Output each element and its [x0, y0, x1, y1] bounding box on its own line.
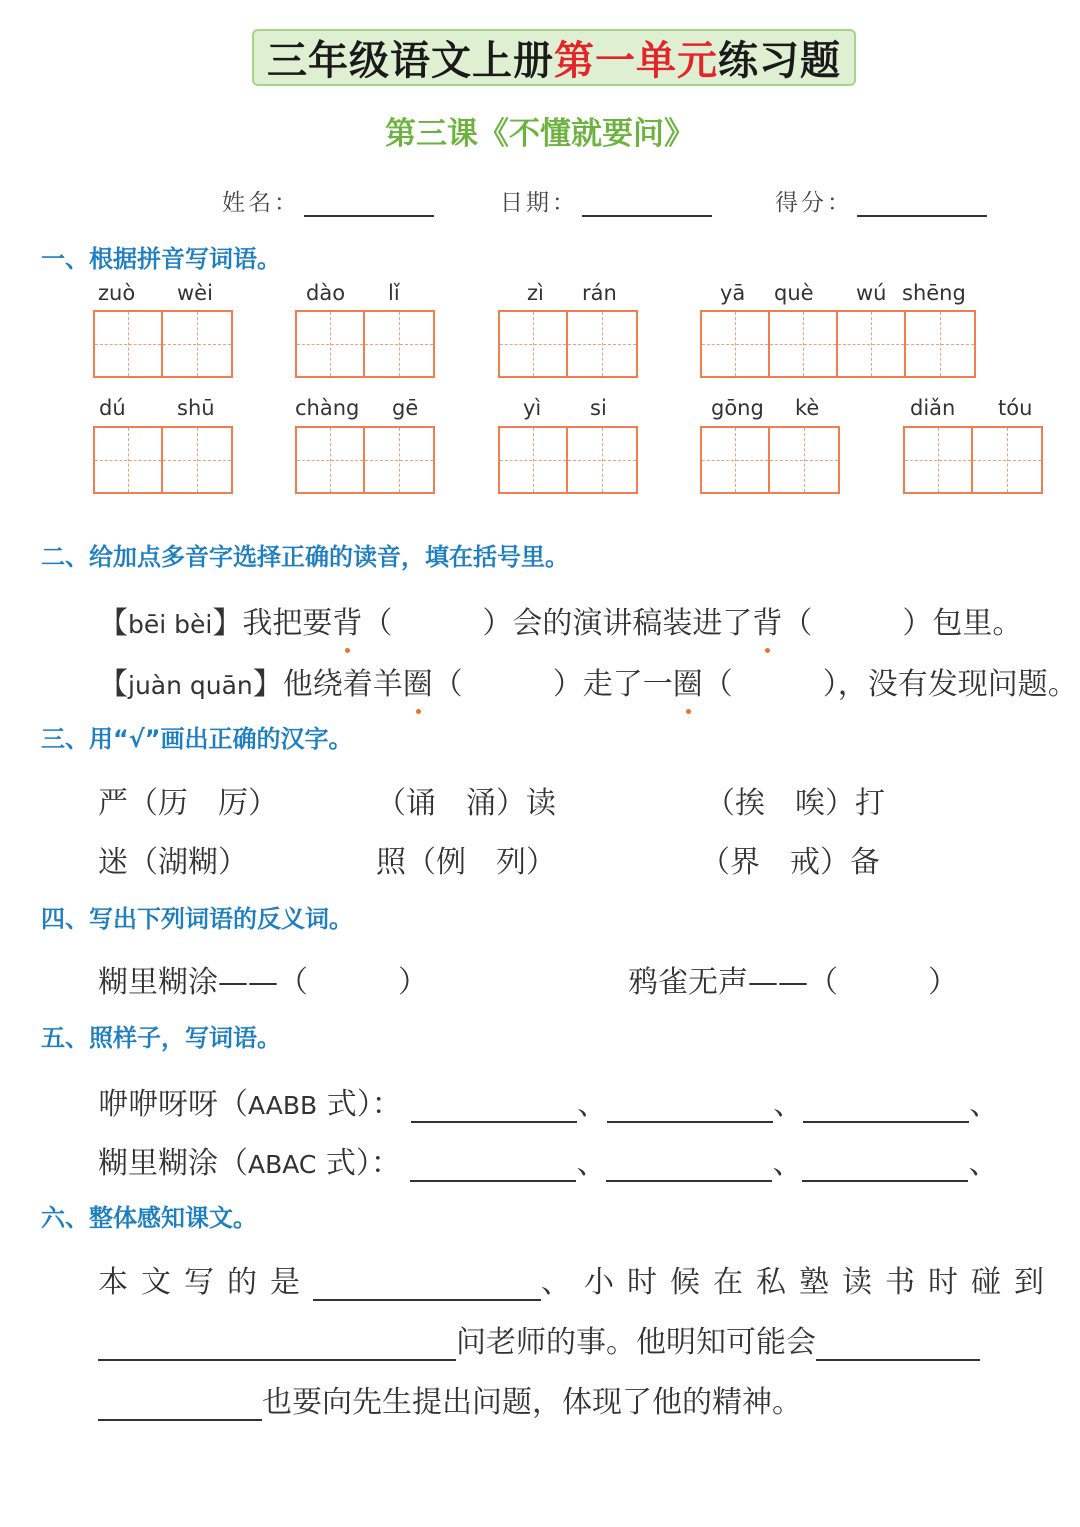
pinyin: lǐ	[388, 281, 400, 305]
writing-grid[interactable]	[700, 310, 976, 378]
pinyin: diǎn	[910, 396, 956, 420]
sentence-text: 他绕着羊	[282, 667, 403, 702]
grid-cell[interactable]	[905, 428, 973, 492]
word-pattern-row-1	[98, 1079, 999, 1123]
writing-grid[interactable]	[93, 426, 233, 494]
writing-grid[interactable]	[700, 426, 840, 494]
sentence-text: （ ）走了一	[432, 667, 673, 702]
grid-cell[interactable]	[770, 312, 838, 376]
bracket-open: 【	[98, 606, 128, 641]
pinyin: yā	[720, 281, 746, 305]
grid-cell[interactable]	[297, 312, 365, 376]
pinyin: tóu	[998, 396, 1033, 420]
sentence-text: （ ）包里。	[782, 606, 1023, 641]
answer-blank[interactable]	[313, 1271, 541, 1301]
grid-cell[interactable]	[702, 428, 770, 492]
pinyin: si	[590, 396, 607, 420]
grid-cell[interactable]	[568, 428, 636, 492]
writing-grid[interactable]	[498, 426, 638, 494]
writing-grid[interactable]	[903, 426, 1043, 494]
pinyin: kè	[795, 396, 820, 420]
pinyin: shū	[177, 396, 215, 420]
answer-blank[interactable]	[98, 1391, 262, 1421]
title-exercise: 练习题	[718, 37, 841, 84]
pinyin-options: juàn quān	[128, 671, 253, 700]
section-4-title: 四、写出下列词语的反义词。	[41, 905, 353, 933]
score-input-line[interactable]	[857, 187, 987, 217]
sentence-text: （ ），没有发现问题。	[702, 667, 1078, 702]
pinyin: shēng	[902, 281, 966, 305]
bracket-open: 【	[98, 667, 128, 702]
date-field	[500, 184, 712, 217]
char-choice-item[interactable]: （挨 唉）打	[705, 786, 885, 821]
score-field	[775, 184, 987, 217]
pattern-example: 咿咿呀呀（	[98, 1087, 248, 1122]
dotted-char: 背	[332, 606, 363, 641]
antonym-item[interactable]: 糊里糊涂——（ ）	[98, 965, 428, 1000]
char-choice-item[interactable]: （界 戒）备	[700, 845, 880, 880]
dotted-char: 圈	[402, 667, 433, 702]
pinyin: gē	[392, 396, 419, 420]
bracket-close: 】	[252, 667, 283, 702]
answer-blank[interactable]	[607, 1093, 773, 1123]
grid-cell[interactable]	[365, 428, 433, 492]
bracket-close: 】	[212, 606, 243, 641]
antonym-item[interactable]: 鸦雀无声——（ ）	[628, 965, 958, 1000]
summary-text: 也要向先生提出问题，体现了他的精神。	[262, 1385, 802, 1420]
pinyin: zì	[527, 281, 544, 305]
pattern-suffix: 式）：	[316, 1146, 401, 1181]
grid-cell[interactable]	[838, 312, 906, 376]
summary-line-3	[98, 1377, 802, 1421]
grid-cell[interactable]	[568, 312, 636, 376]
pinyin: dú	[99, 396, 126, 420]
pinyin: dào	[306, 281, 346, 305]
answer-blank[interactable]	[98, 1331, 456, 1361]
pattern-suffix: 式）：	[317, 1087, 402, 1122]
grid-cell[interactable]	[500, 428, 568, 492]
writing-grid[interactable]	[93, 310, 233, 378]
pinyin: zuò	[98, 281, 136, 305]
grid-cell[interactable]	[95, 312, 163, 376]
char-choice-item[interactable]: 严（历 厉）	[98, 786, 278, 821]
section-1-title: 一、根据拼音写词语。	[41, 245, 281, 273]
summary-text: 本文写的是	[98, 1265, 313, 1300]
name-field	[222, 184, 434, 217]
section-6-title: 六、整体感知课文。	[41, 1204, 257, 1232]
score-label: 得分：	[775, 190, 853, 216]
section-5-title: 五、照样子，写词语。	[41, 1024, 281, 1052]
section-2-title: 二、给加点多音字选择正确的读音，填在括号里。	[41, 543, 569, 571]
worksheet-title-banner	[252, 29, 856, 86]
separator: 、	[772, 1146, 803, 1181]
answer-blank[interactable]	[410, 1152, 576, 1182]
pattern-type: AABB	[248, 1091, 318, 1120]
answer-blank[interactable]	[803, 1093, 969, 1123]
sentence-text: （ ）会的演讲稿装进了	[362, 606, 753, 641]
grid-cell[interactable]	[906, 312, 974, 376]
pinyin: chàng	[295, 396, 360, 420]
dotted-char: 背	[752, 606, 783, 641]
summary-text: 问老师的事。他明知可能会	[456, 1325, 816, 1360]
polyphone-question-1	[98, 598, 1022, 642]
pattern-example: 糊里糊涂（	[98, 1146, 248, 1181]
grid-cell[interactable]	[500, 312, 568, 376]
writing-grid[interactable]	[498, 310, 638, 378]
grid-cell[interactable]	[95, 428, 163, 492]
pinyin: yì	[523, 396, 542, 420]
lesson-subtitle: 第三课《不懂就要问》	[385, 116, 695, 152]
separator: 、	[969, 1087, 1000, 1122]
date-input-line[interactable]	[582, 187, 712, 217]
pinyin: rán	[582, 281, 617, 305]
char-choice-item[interactable]: 迷（湖糊）	[98, 845, 248, 880]
name-input-line[interactable]	[304, 187, 434, 217]
grid-cell[interactable]	[365, 312, 433, 376]
grid-cell[interactable]	[163, 428, 231, 492]
grid-cell[interactable]	[770, 428, 838, 492]
writing-grid[interactable]	[295, 310, 435, 378]
date-label: 日期：	[500, 190, 578, 216]
name-label: 姓名：	[222, 190, 300, 216]
word-pattern-row-2	[98, 1138, 998, 1182]
char-choice-item[interactable]: 照（例 列）	[376, 845, 556, 880]
grid-cell[interactable]	[163, 312, 231, 376]
answer-blank[interactable]	[606, 1152, 772, 1182]
pinyin-options: bēi bèi	[128, 610, 213, 639]
sentence-text: 我把要	[242, 606, 333, 641]
dotted-char: 圈	[672, 667, 703, 702]
summary-text: 、小时候在私塾读书时碰到	[541, 1265, 1057, 1300]
grid-cell[interactable]	[702, 312, 770, 376]
pattern-type: ABAC	[248, 1150, 317, 1179]
summary-line-2	[98, 1317, 980, 1361]
char-choice-item[interactable]: （诵 涌）读	[376, 786, 556, 821]
polyphone-question-2	[98, 659, 1078, 703]
pinyin: què	[774, 281, 814, 305]
pinyin: wèi	[177, 281, 213, 305]
summary-line-1	[98, 1257, 1057, 1301]
pinyin: gōng	[711, 396, 764, 420]
pinyin: wú	[856, 281, 887, 305]
section-3-title: 三、用“√”画出正确的汉字。	[41, 725, 353, 753]
grid-cell[interactable]	[973, 428, 1041, 492]
separator: 、	[773, 1087, 804, 1122]
separator: 、	[577, 1087, 608, 1122]
grid-cell[interactable]	[297, 428, 365, 492]
title-unit: 第一单元	[554, 37, 718, 84]
answer-blank[interactable]	[411, 1093, 577, 1123]
answer-blank[interactable]	[802, 1152, 968, 1182]
writing-grid[interactable]	[295, 426, 435, 494]
title-grade: 三年级语文上册	[267, 37, 554, 84]
answer-blank[interactable]	[816, 1331, 980, 1361]
separator: 、	[576, 1146, 607, 1181]
separator: 、	[968, 1146, 999, 1181]
